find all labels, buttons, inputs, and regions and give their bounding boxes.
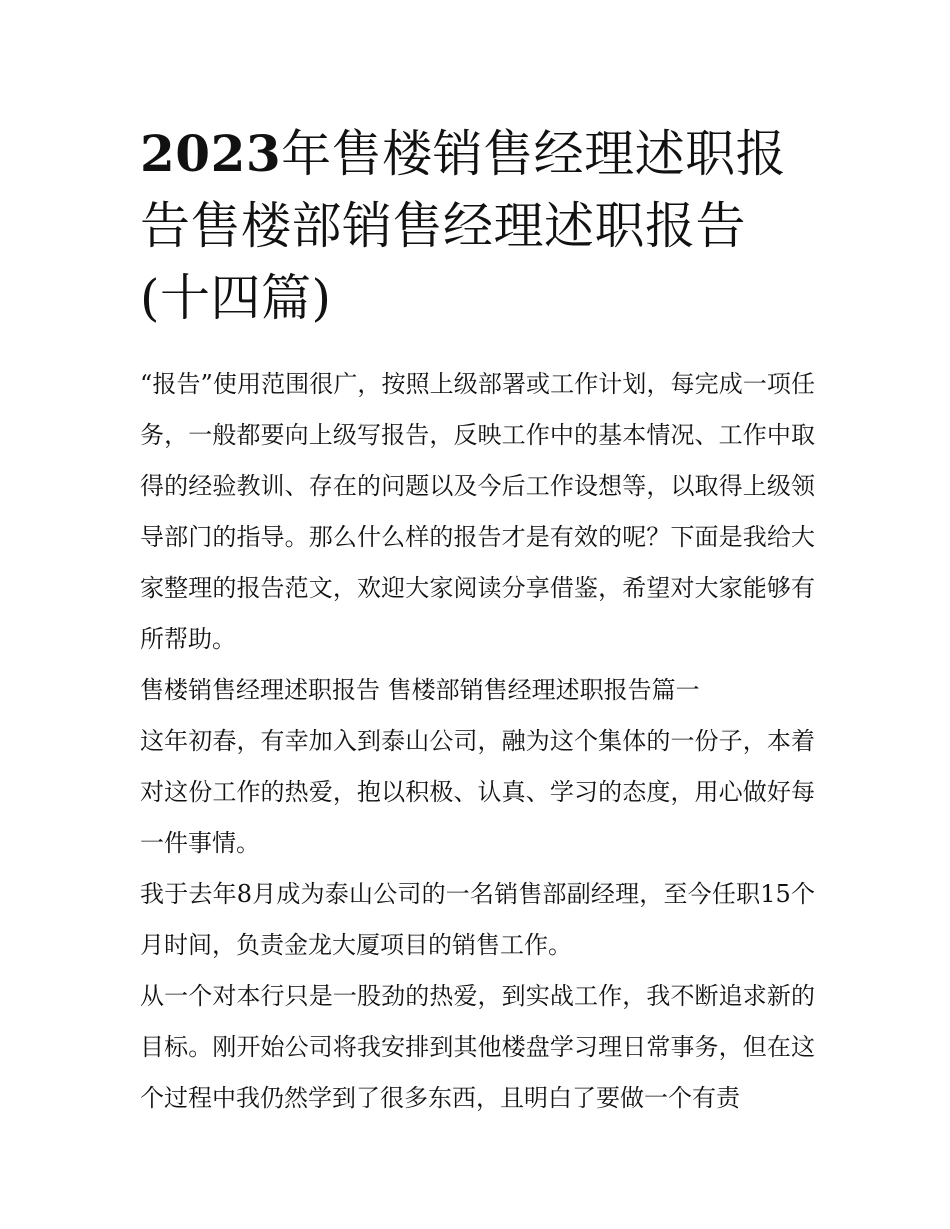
intro-paragraph: “报告”使用范围很广，按照上级部署或工作计划，每完成一项任务，一般都要向上级写报告，反映工作中的基本情况、工作中取得的经验教训、存在的问题以及今后工作设想等，以取得上级领导部门的指导。那么什么样的报告才是有效的呢？下面是我给大家整理的报告范文，欢迎大家阅读分享借鉴，希望对大家能够有所帮助。 bbox=[140, 370, 815, 653]
document-page bbox=[140, 118, 815, 1124]
body-paragraph: 从一个对本行只是一股劲的热爱，到实战工作，我不断追求新的目标。刚开始公司将我安排到其他楼盘学习理日常事务，但在这个过程中我仍然学到了很多东西，且明白了要做一个有责 bbox=[140, 982, 815, 1112]
body-paragraph: 我于去年8月成为泰山公司的一名销售部副经理，至今任职15个月时间，负责金龙大厦项目的销售工作。 bbox=[140, 880, 815, 959]
body-paragraph: 这年初春，有幸加入到泰山公司，融为这个集体的一份子，本着对这份工作的热爱，抱以积极、认真、学习的态度，用心做好每一件事情。 bbox=[140, 727, 815, 857]
section-heading: 售楼销售经理述职报告 售楼部销售经理述职报告篇一 bbox=[140, 676, 700, 704]
document-title bbox=[140, 118, 815, 334]
document-body bbox=[140, 359, 815, 1124]
title-year: 2023 bbox=[140, 124, 282, 183]
title-text: 年售楼销售经理述职报告售楼部销售经理述职报告(十四篇) bbox=[140, 125, 787, 327]
